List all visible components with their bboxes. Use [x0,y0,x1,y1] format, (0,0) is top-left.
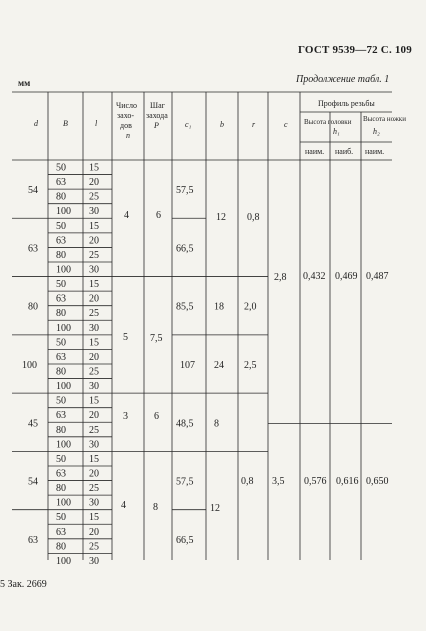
table-cell-d: 54 [28,185,38,197]
table-cell-l: 25 [89,249,99,261]
table-cell-d: 45 [28,418,38,430]
col-n-header-2: захо- [117,111,135,120]
table-cell-b: 80 [56,424,66,436]
table-cell-l: 30 [89,322,99,334]
table-cell-b-lower: 24 [214,359,224,371]
table-cell-b: 100 [56,497,71,509]
table-cell-d: 100 [22,359,37,371]
standard-header: ГОСТ 9539—72 С. 109 [298,44,412,56]
table-cell-b: 50 [56,220,66,232]
table-cell-c1: 57,5 [176,185,194,197]
page-footer: 5 Зак. 2669 [0,579,47,590]
n-value: 4 [121,500,126,511]
p-value: 8 [153,502,158,513]
h1-max-header: наиб. [335,147,354,156]
col-p-header-1: Шаг [150,101,165,110]
table-cell-l: 25 [89,483,99,495]
c-value: 3,5 [272,476,285,487]
table-cell-c1: 85,5 [176,301,194,313]
table-cell-b-lower: 8 [214,418,219,430]
table-cell-l: 20 [89,351,99,363]
table-cell-b: 50 [56,279,66,291]
col-p-header-2: захода [146,111,168,120]
table-cell-l: 25 [89,541,99,553]
table-cell-r: 2,0 [244,301,257,313]
table-cell-l: 20 [89,468,99,480]
table-cell-b: 63 [56,235,66,247]
profile-header: Профиль резьбы [318,99,375,108]
h1-header: Высота головки [304,118,352,126]
r-value: 0,8 [241,476,254,487]
table-cell-l: 15 [89,337,99,349]
table-cell-c1: 48,5 [176,418,194,430]
table-cell-b: 63 [56,526,66,538]
h2-header: Высота ножки [363,115,406,123]
table-cell-b: 100 [56,206,71,218]
table-cell-d: 80 [28,301,38,313]
table-cell-b: 50 [56,337,66,349]
table-cell-l: 20 [89,293,99,305]
table-cell-c1: 107 [180,359,195,371]
c-value: 2,8 [274,272,287,283]
col-r-header: r [252,120,256,129]
r-value: 0,8 [247,212,260,223]
col-n-header-1: Число [116,101,138,110]
table-cell-b: 80 [56,541,66,553]
table-cell-b: 63 [56,468,66,480]
table-cell-d: 54 [28,476,38,488]
h1-max-value: 0,616 [336,476,359,487]
p-value: 7,5 [150,333,163,344]
col-l-header: l [95,119,98,128]
p-value: 6 [156,210,161,221]
h1-symbol: h₁ [333,127,340,136]
table-cell-b: 100 [56,439,71,451]
table-cell-l: 15 [89,162,99,174]
col-c-header: c [284,120,288,129]
col-n-header-4: n [126,131,130,140]
table-cell-l: 15 [89,512,99,524]
table-cell-b: 100 [56,381,71,393]
table-cell-l: 25 [89,366,99,378]
table-cell-l: 30 [89,497,99,509]
table-cell-b: 50 [56,453,66,465]
table-cell-l: 20 [89,235,99,247]
n-value: 4 [124,210,129,221]
h2-symbol: h₂ [373,127,380,136]
col-c1-header: c₁ [185,120,192,129]
table-cell-l: 20 [89,177,99,189]
table-cell-b: 100 [56,555,71,567]
table-cell-l: 30 [89,264,99,276]
table-cell-l: 25 [89,424,99,436]
h1-min-value: 0,432 [303,271,326,282]
table-cell-c1: 57,5 [176,476,194,488]
table-cell-b: 63 [56,351,66,363]
table-cell-b: 63 [56,177,66,189]
table-cell-b: 100 [56,264,71,276]
h2-min-value: 0,487 [366,271,389,282]
table-cell-l: 15 [89,220,99,232]
b-value: 12 [216,212,226,223]
table-cell-l: 30 [89,206,99,218]
p-value: 6 [154,411,159,422]
b-value: 12 [210,503,220,514]
table-cell-c1: 66,5 [176,534,194,546]
table-cell-b: 80 [56,366,66,378]
h2-min-header: наим. [365,147,385,156]
table-cell-d: 63 [28,534,38,546]
table-cell-l: 15 [89,395,99,407]
table-cell-l: 30 [89,381,99,393]
table-cell-b: 80 [56,483,66,495]
table-cell-l: 30 [89,555,99,567]
table-cell-b: 63 [56,293,66,305]
table-cell-b: 80 [56,308,66,320]
table-cell-l: 20 [89,526,99,538]
n-value: 5 [123,332,128,343]
table-cell-d: 63 [28,243,38,255]
h1-min-header: наим. [305,147,325,156]
table-cell-l: 20 [89,410,99,422]
table-cell-l: 15 [89,279,99,291]
table-cell-b: 80 [56,249,66,261]
table-cell-b: 50 [56,162,66,174]
table-cell-l: 15 [89,453,99,465]
col-n-header-3: дов [120,121,132,130]
table-cell-r: 2,5 [244,359,257,371]
col-b-header: B [63,119,68,128]
table-cell-l: 25 [89,308,99,320]
table-cell-b: 100 [56,322,71,334]
table-cell-l: 30 [89,439,99,451]
h1-max-value: 0,469 [335,271,358,282]
col-d-header: d [34,119,38,128]
table-cell-l: 25 [89,191,99,203]
table-cell-b: 50 [56,512,66,524]
table-cell-b: 63 [56,410,66,422]
col-p-header-3: P [154,121,159,130]
unit-label: мм [18,78,31,88]
table-cell-c1: 66,5 [176,243,194,255]
table-cell-b: 80 [56,191,66,203]
col-b-lower-header: b [220,120,224,129]
table-continuation-label: Продолжение табл. 1 [296,74,390,85]
n-value: 3 [123,411,128,422]
table-cell-b-lower: 18 [214,301,224,313]
h1-min-value: 0,576 [304,476,327,487]
table-cell-b: 50 [56,395,66,407]
h2-min-value: 0,650 [366,476,389,487]
